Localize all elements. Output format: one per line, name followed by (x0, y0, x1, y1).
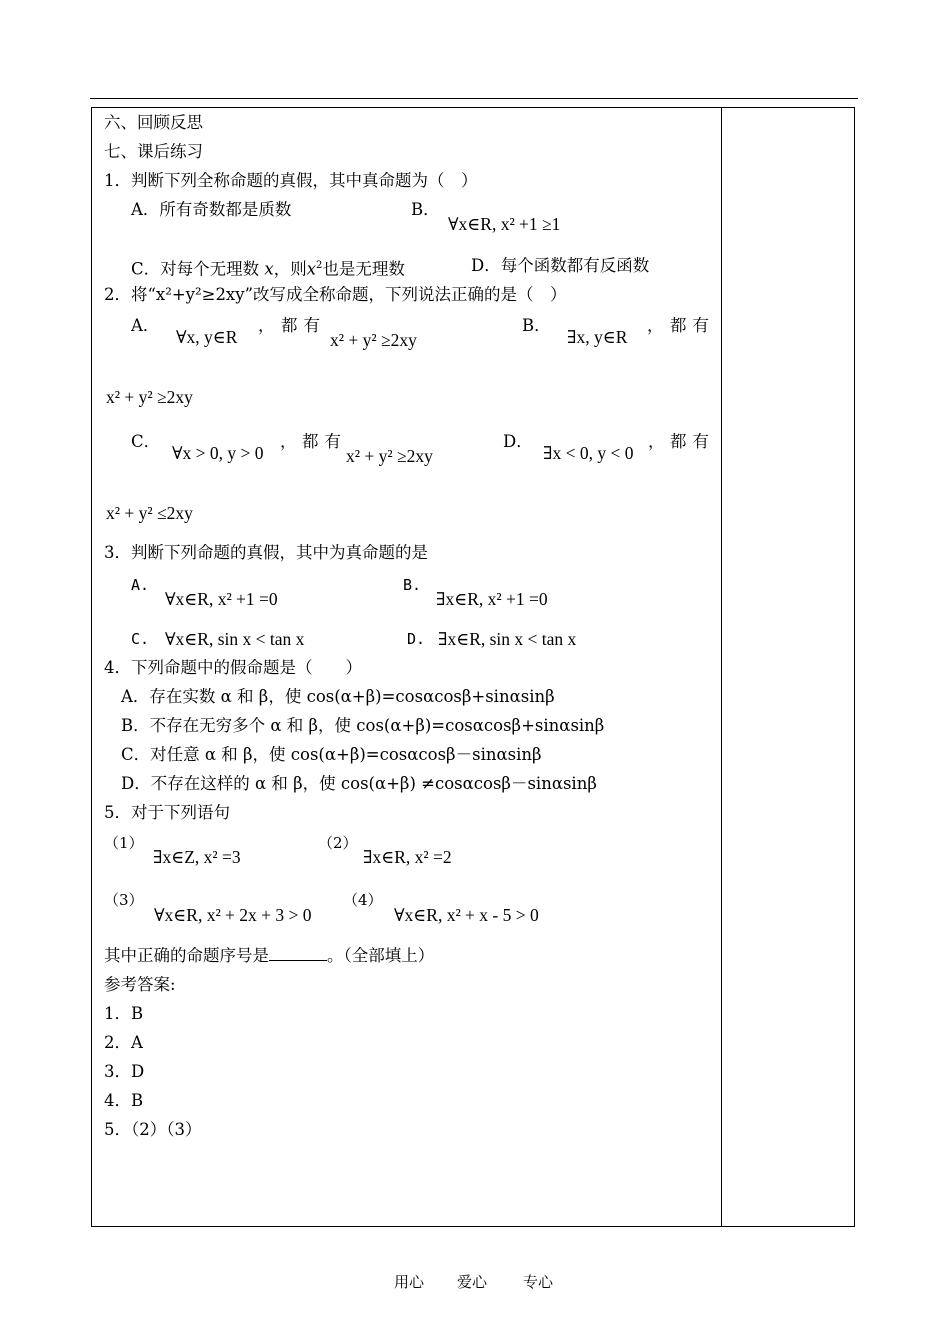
q4-option-b: B．不存在无穷多个 α 和 β，使 cos(α+β)=cosαcosβ+sinαsinβ (121, 716, 605, 735)
q3-option-a-formula: ∀x∈R, x² +1 =0 (165, 589, 278, 609)
q1-option-a: A．所有奇数都是质数 (131, 200, 292, 219)
q3-option-b-label: B. (403, 576, 422, 594)
q2-option-d-quantifier: ∃x < 0, y < 0 (543, 443, 634, 463)
answer-2: 2．A (104, 1033, 143, 1052)
q2-option-b-quantifier: ∃x, y∈R (567, 327, 628, 347)
q5-item-1-formula: ∃x∈Z, x² =3 (153, 847, 241, 867)
q1-option-d: D．每个函数都有反函数 (471, 256, 650, 275)
footer-word-1: 用心 (394, 1273, 425, 1291)
q5-item-2-formula: ∃x∈R, x² =2 (363, 847, 452, 867)
q5-fill-post: 。（全部填上） (327, 946, 435, 965)
q4-option-d: D．不存在这样的 α 和 β，使 cos(α+β) ≠cosαcosβ－sinαsinβ (121, 774, 597, 793)
answer-1: 1．B (104, 1004, 144, 1023)
q3-option-a-label: A. (131, 576, 150, 594)
q5-item-2-label: （2） (318, 834, 358, 852)
q2-option-d-inequality: x² + y² ≤2xy (106, 503, 193, 523)
q2-option-a-label: A． (131, 316, 160, 335)
q3-option-c-formula: ∀x∈R, sin x < tan x (165, 629, 305, 649)
q4-option-c: C．对任意 α 和 β，使 cos(α+β)=cosαcosβ－sinαsinβ (121, 745, 542, 764)
q3-option-c-label: C. (131, 630, 150, 648)
header-rule (90, 98, 858, 99)
q5-item-1-label: （1） (104, 834, 144, 852)
q4-stem: 4．下列命题中的假命题是（ ） (104, 658, 362, 677)
q2-stem: 2．将“x²+y²≥2xy”改写成全称命题，下列说法正确的是（ ） (104, 285, 567, 304)
q1-c-pre: C．对每个无理数 (131, 259, 260, 279)
q2-option-b-text: 都有 (670, 316, 715, 335)
q5-item-3-formula: ∀x∈R, x² + 2x + 3 > 0 (154, 905, 312, 925)
q2-option-c-inequality: x² + y² ≥2xy (346, 446, 433, 466)
q1-option-b-label: B． (411, 200, 440, 219)
q2-option-b-label: B． (522, 316, 551, 335)
q5-item-4-label: （4） (343, 891, 383, 909)
q2-option-a-text: 都有 (281, 316, 326, 335)
q3-option-d-formula: ∃x∈R, sin x < tan x (438, 629, 577, 649)
q1-option-c: C．对每个无理数 x，则$x^2$也是无理数 (131, 259, 405, 279)
section-heading-7: 七、课后练习 (104, 142, 203, 161)
q2-option-c-comma: ， (280, 432, 297, 451)
q2-option-b-comma: ， (647, 316, 664, 335)
q2-option-c-label: C． (131, 432, 161, 451)
q5-stem: 5．对于下列语句 (104, 803, 230, 822)
q5-item-3-label: （3） (104, 891, 144, 909)
answer-4: 4．B (104, 1091, 144, 1110)
q2-option-d-comma: ， (648, 432, 665, 451)
section-heading-6: 六、回顾反思 (104, 113, 203, 132)
q2-option-c-text: 都有 (302, 432, 347, 451)
q1-c-post: 也是无理数 (322, 259, 405, 279)
q4-option-a: A．存在实数 α 和 β，使 cos(α+β)=cosαcosβ+sinαsinβ (121, 687, 555, 706)
q5-answer-blank (269, 946, 327, 961)
q2-option-b-inequality: x² + y² ≥2xy (106, 387, 193, 407)
column-divider (721, 107, 722, 1227)
q2-option-a-inequality: x² + y² ≥2xy (330, 330, 417, 350)
answer-5: 5．（2）（3） (104, 1120, 202, 1139)
q3-option-d-label: D. (407, 630, 426, 648)
footer-word-3: 专心 (523, 1273, 554, 1291)
q5-item-4-formula: ∀x∈R, x² + x - 5 > 0 (394, 905, 539, 925)
q3-option-b-formula: ∃x∈R, x² +1 =0 (436, 589, 548, 609)
q5-fill-line (104, 946, 434, 966)
q5-fill-pre: 其中正确的命题序号是 (104, 946, 269, 965)
q3-stem: 3．判断下列命题的真假，其中为真命题的是 (104, 543, 428, 562)
q2-option-a-quantifier: ∀x, y∈R (176, 327, 238, 347)
footer-word-2: 爱心 (457, 1273, 488, 1291)
q2-option-a-comma: ， (258, 316, 275, 335)
answers-title: 参考答案: (104, 975, 176, 994)
q2-option-d-text: 都有 (670, 432, 715, 451)
q1-option-b-formula: ∀x∈R, x² +1 ≥1 (448, 214, 561, 234)
q1-c-var2: x (306, 259, 316, 279)
q2-option-d-label: D． (503, 432, 533, 451)
q1-c-mid: ，则 (273, 259, 307, 279)
q1-c-var: x (264, 259, 274, 279)
q1-stem: 1．判断下列全称命题的真假，其中真命题为（ ） (104, 171, 478, 190)
answer-3: 3．D (104, 1062, 145, 1081)
q2-option-c-quantifier: ∀x > 0, y > 0 (172, 443, 264, 463)
